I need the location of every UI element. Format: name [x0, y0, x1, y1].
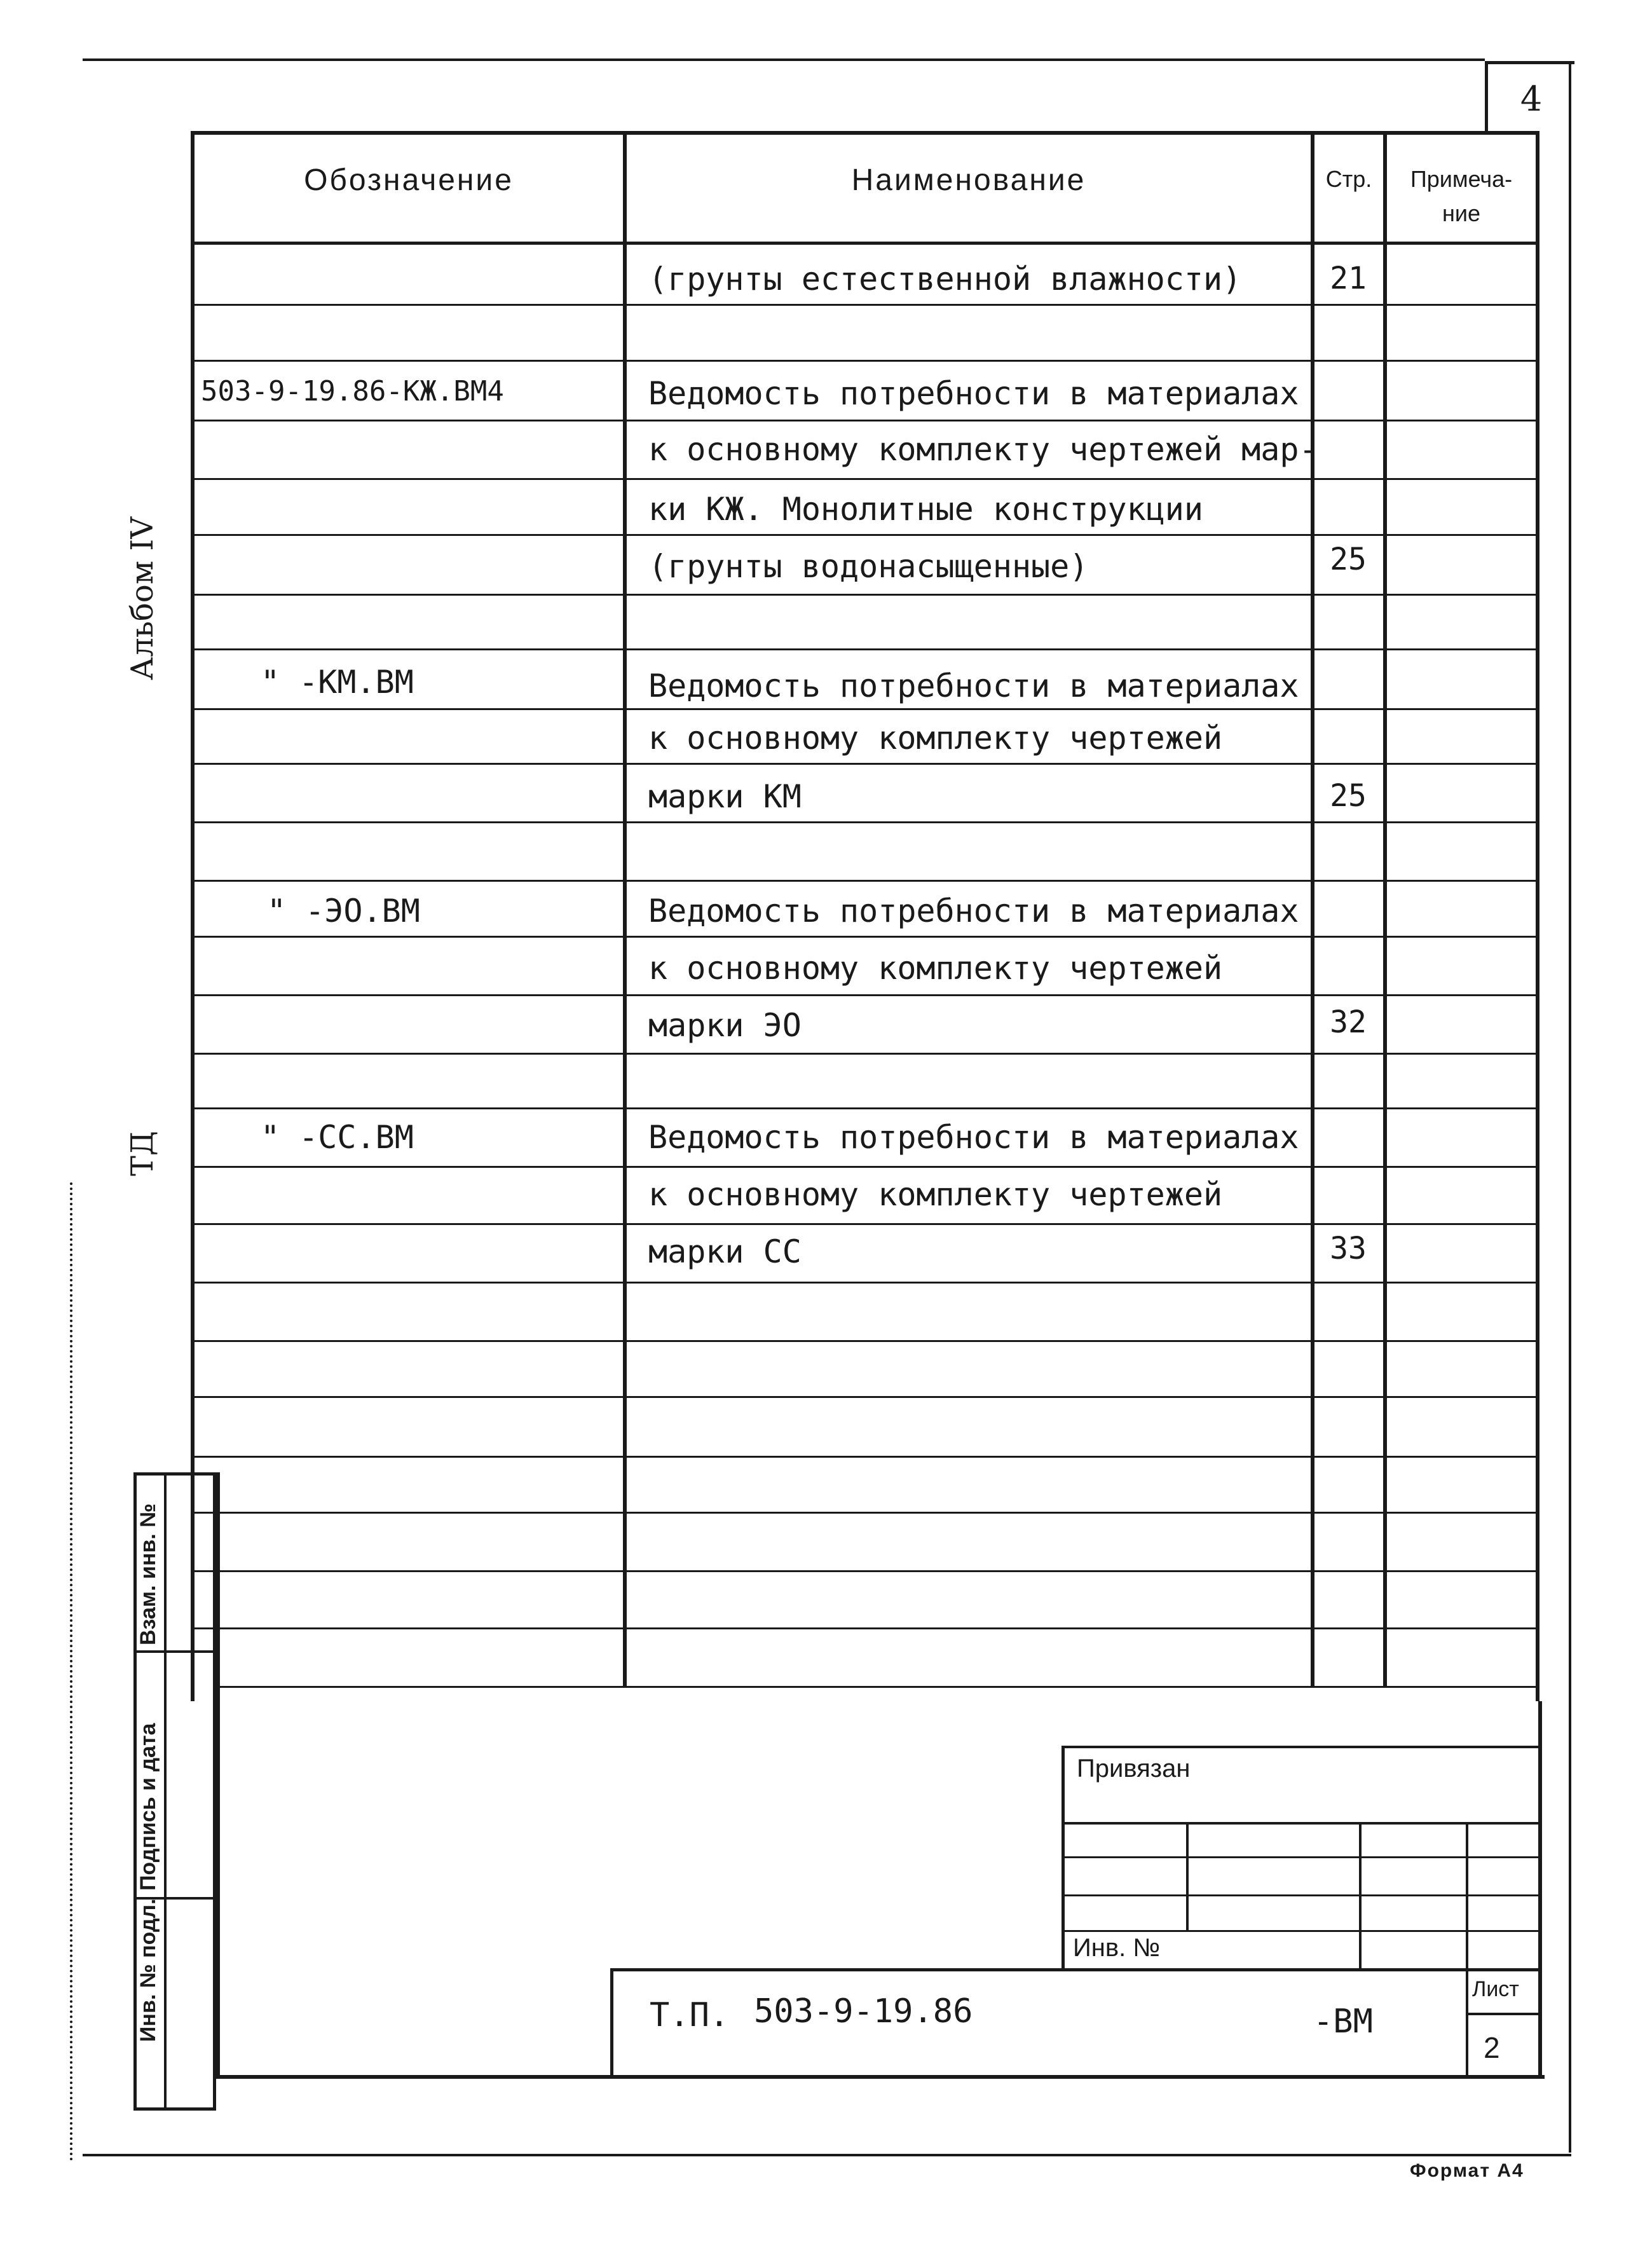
row-line: [191, 1282, 1538, 1284]
row-line: [191, 936, 1538, 938]
left-strip-row: [133, 1650, 216, 1653]
row-designation: " -СС.ВМ: [261, 1119, 414, 1156]
row-line: [191, 1512, 1538, 1514]
table-left-border: [191, 131, 195, 1701]
frame-bottom: [216, 2075, 1545, 2079]
inv-no-label: Инв. №: [1073, 1934, 1161, 1962]
table-right-border: [1536, 131, 1539, 1701]
row-name: к основному комплекту чертежей: [648, 720, 1223, 757]
format-label: Формат А4: [1410, 2160, 1524, 2181]
replace-inv-label: Взам. инв. №: [136, 1503, 160, 1645]
attached-col: [1466, 1822, 1468, 2076]
right-edge-line: [1569, 61, 1571, 2153]
row-name: (грунты естественной влажности): [648, 261, 1242, 298]
doc-suffix: -ВМ: [1313, 2003, 1373, 2041]
row-name: к основному комплекту чертежей: [648, 950, 1223, 987]
row-line: [191, 1340, 1538, 1342]
album-label: Альбом IV: [125, 517, 160, 680]
row-name: к основному комплекту чертежей: [648, 1176, 1223, 1213]
row-page: 25: [1330, 778, 1367, 814]
inv-orig-label: Инв. № подл.: [136, 1898, 160, 2042]
row-name: (грунты водонасыщенные): [648, 548, 1089, 585]
attached-box-top: [1062, 1746, 1538, 1748]
row-name: ки КЖ. Монолитные конструкции: [648, 491, 1203, 528]
row-line: [191, 1107, 1538, 1109]
header-note-line2: ние: [1442, 200, 1480, 226]
row-line: [191, 648, 1538, 650]
table-top-border: [191, 131, 1538, 135]
col-sep-designation: [623, 131, 627, 1687]
header-page: Стр.: [1325, 166, 1372, 192]
header-designation: Обозначение: [304, 163, 514, 197]
doc-prefix: Т.П.: [650, 1996, 730, 2034]
row-name: марки СС: [648, 1233, 802, 1270]
row-line: [191, 1223, 1538, 1225]
row-line: [191, 420, 1538, 421]
row-name: марки КМ: [648, 778, 802, 815]
left-dotted-edge: [70, 1182, 72, 2161]
row-line: [191, 1166, 1538, 1168]
sheet-label: Лист: [1472, 1977, 1519, 2001]
row-line: [191, 763, 1538, 765]
top-edge-line: [83, 58, 1485, 61]
td-label: ТД: [125, 1130, 160, 1176]
sign-date-label: Подпись и дата: [136, 1723, 160, 1891]
row-page: 32: [1330, 1004, 1367, 1040]
frame-right-lower: [1538, 1701, 1542, 2079]
row-line: [191, 304, 1538, 306]
row-designation: 503-9-19.86-КЖ.ВМ4: [201, 375, 504, 407]
row-line: [191, 1053, 1538, 1055]
row-line: [191, 1627, 1538, 1629]
header-note-line1: Примеча-: [1410, 166, 1513, 192]
title-block-top: [610, 1968, 1542, 1971]
sheet-divider: [1466, 2013, 1542, 2015]
row-name: Ведомость потребности в материалах: [648, 375, 1299, 412]
bottom-edge-line: [83, 2154, 1571, 2156]
row-name: Ведомость потребности в материалах: [648, 893, 1299, 929]
row-name: Ведомость потребности в материалах: [648, 1119, 1299, 1156]
col-sep-page: [1383, 131, 1387, 1687]
row-name: марки ЭО: [648, 1007, 802, 1044]
frame-left-lower: [216, 1472, 220, 2079]
row-line: [191, 708, 1538, 710]
row-line: [191, 994, 1538, 996]
row-designation: " -КМ.ВМ: [261, 664, 414, 701]
row-line: [191, 360, 1538, 362]
row-page: 25: [1330, 542, 1367, 577]
col-sep-name: [1311, 131, 1314, 1687]
sheet-value: 2: [1484, 2031, 1500, 2064]
row-name: Ведомость потребности в материалах: [648, 668, 1299, 704]
row-page: 33: [1330, 1231, 1367, 1266]
header-bottom-border: [191, 242, 1538, 245]
page-number: 4: [1485, 61, 1574, 133]
row-line: [191, 594, 1538, 596]
row-line: [191, 478, 1538, 480]
attached-col: [1186, 1822, 1189, 1930]
attached-label: Привязан: [1077, 1755, 1191, 1783]
row-line: [191, 1456, 1538, 1458]
row-line: [191, 534, 1538, 536]
row-name: к основному комплекту чертежей мар-: [648, 431, 1318, 468]
header-name: Наименование: [851, 163, 1086, 197]
row-page: 21: [1330, 261, 1367, 296]
row-line: [191, 880, 1538, 882]
attached-col: [1359, 1822, 1362, 1968]
doc-number: 503-9-19.86: [754, 1992, 973, 2030]
row-line: [191, 821, 1538, 823]
row-line: [191, 1396, 1538, 1398]
title-block-left: [610, 1968, 613, 2079]
row-line: [216, 1686, 1538, 1688]
row-designation: " -ЭО.ВМ: [267, 893, 420, 929]
row-line: [191, 1570, 1538, 1572]
left-strip-divider: [164, 1472, 167, 2111]
